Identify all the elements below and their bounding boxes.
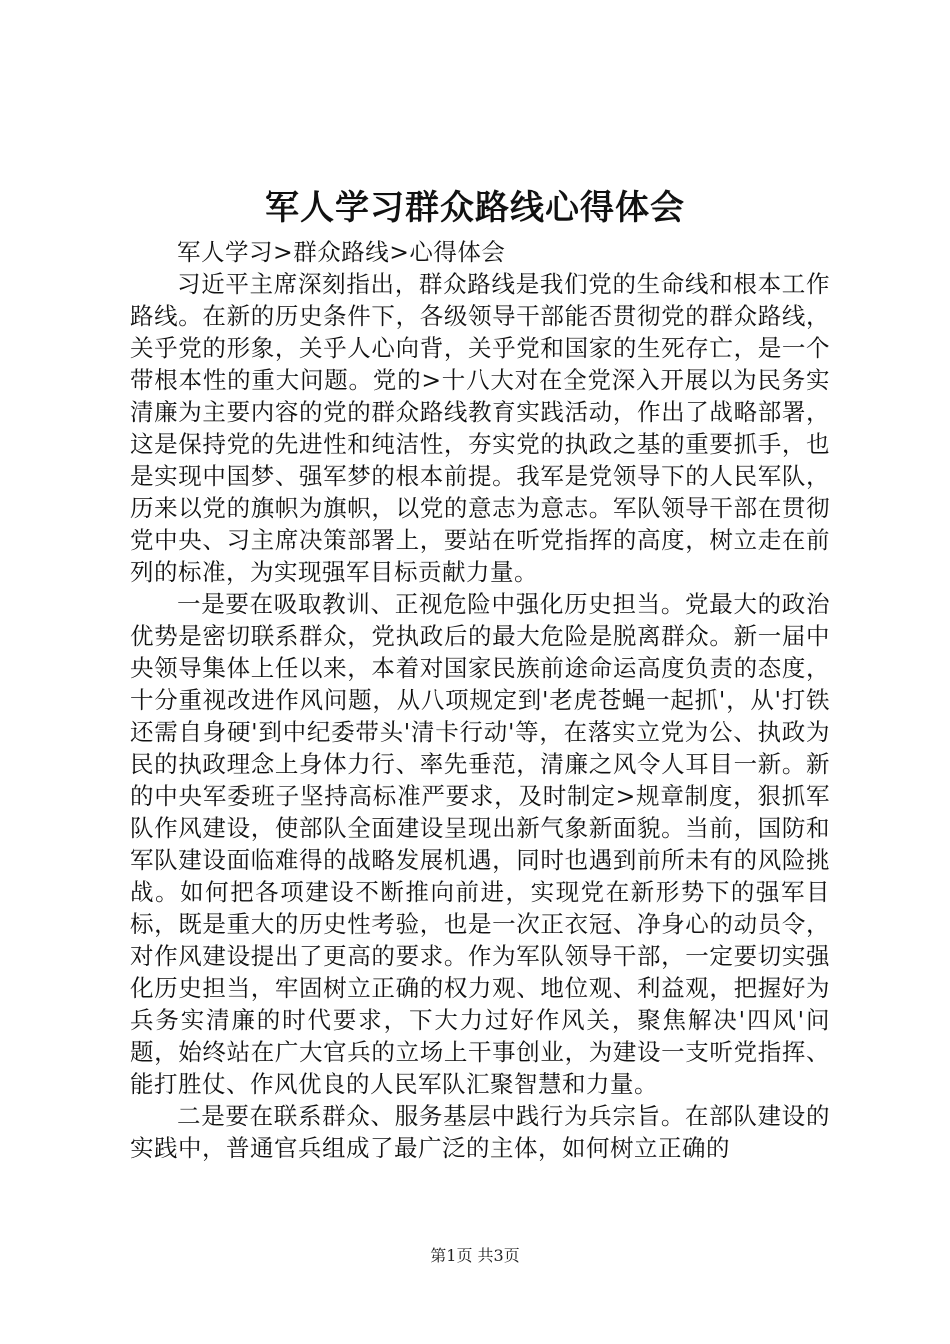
document-body: [130, 236, 830, 1164]
document-title: 军人学习群众路线心得体会: [265, 188, 685, 228]
paragraph-intro: 习近平主席深刻指出，群众路线是我们党的生命线和根本工作路线。在新的历史条件下，各级领导干部能否贯彻党的群众路线，关乎党的形象，关乎人心向背，关乎党和国家的生死存亡，是一个带根本性的重大问题。党的>十八大对在全党深入开展以为民务实清廉为主要内容的党的群众路线教育实践活动，作出了战略部署，这是保持党的先进性和纯洁性，夯实党的执政之基的重要抓手，也是实现中国梦、强军梦的根本前提。我军是党领导下的人民军队，历来以党的旗帜为旗帜，以党的意志为意志。军队领导干部在贯彻党中央、习主席决策部署上，要站在听党指挥的高度，树立走在前列的标准，为实现强军目标贡献力量。: [130, 270, 830, 586]
breadcrumb: 军人学习>群众路线>心得体会: [177, 238, 506, 266]
paragraph-point-two: 二是要在联系群众、服务基层中践行为兵宗旨。在部队建设的实践中，普通官兵组成了最广泛的主体，如何树立正确的: [130, 1102, 830, 1162]
page-number-footer: 第1页 共3页: [430, 1246, 520, 1265]
paragraph-point-one: 一是要在吸取教训、正视危险中强化历史担当。党最大的政治优势是密切联系群众，党执政后的最大危险是脱离群众。新一届中央领导集体上任以来，本着对国家民族前途命运高度负责的态度，十分重视改进作风问题，从八项规定到'老虎苍蝇一起抓'，从'打铁还需自身硬'到中纪委带头'清卡行动'等，在落实立党为公、执政为民的执政理念上身体力行、率先垂范，清廉之风令人耳目一新。新的中央军委班子坚持高标准严要求，及时制定>规章制度，狠抓军队作风建设，使部队全面建设呈现出新气象新面貌。当前，国防和军队建设面临难得的战略发展机遇，同时也遇到前所未有的风险挑战。如何把各项建设不断推向前进，实现党在新形势下的强军目标，既是重大的历史性考验，也是一次正衣冠、净身心的动员令，对作风建设提出了更高的要求。作为军队领导干部，一定要切实强化历史担当，牢固树立正确的权力观、地位观、利益观，把握好为兵务实清廉的时代要求，下大力过好作风关，聚焦解决'四风'问题，始终站在广大官兵的立场上干事创业，为建设一支听党指挥、能打胜仗、作风优良的人民军队汇聚智慧和力量。: [130, 590, 830, 1098]
